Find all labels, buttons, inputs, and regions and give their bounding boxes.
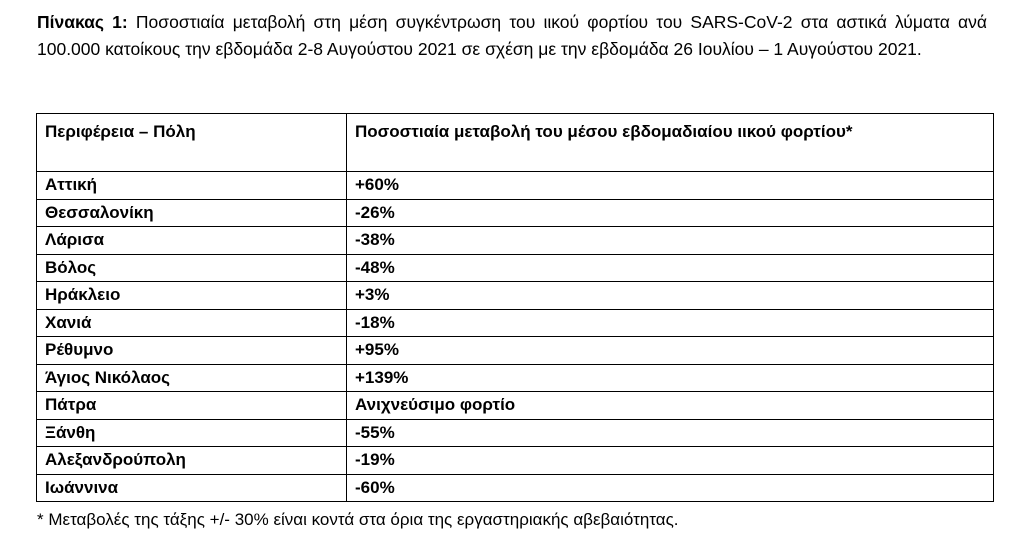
- cell-change: +60%: [347, 172, 994, 200]
- caption-label: Πίνακας 1:: [37, 12, 128, 32]
- cell-city: Αλεξανδρούπολη: [37, 447, 347, 475]
- cell-city: Ηράκλειο: [37, 282, 347, 310]
- table-row: [37, 419, 994, 447]
- table-row: [37, 172, 994, 200]
- cell-change: Ανιχνεύσιμο φορτίο: [347, 392, 994, 420]
- header-region-city: Περιφέρεια – Πόλη: [37, 114, 347, 172]
- caption-text: Ποσοστιαία μεταβολή στη μέση συγκέντρωση του ιικού φορτίου του SARS-CoV-2 στα αστικά λύματα ανά 100.000 κατοίκους την εβδομάδα 2-8 Αυγούστου 2021 σε σχέση με την εβδομάδα 26 Ιουλίου – 1 Αυγούστου 2021.: [37, 12, 987, 59]
- cell-city: Άγιος Νικόλαος: [37, 364, 347, 392]
- cell-change: -19%: [347, 447, 994, 475]
- cell-city: Ιωάννινα: [37, 474, 347, 502]
- cell-city: Λάρισα: [37, 227, 347, 255]
- table-row: [37, 254, 994, 282]
- cell-city: Βόλος: [37, 254, 347, 282]
- header-percent-change: Ποσοστιαία μεταβολή του μέσου εβδομαδιαίου ιικού φορτίου*: [347, 114, 994, 172]
- cell-city: Ρέθυμνο: [37, 337, 347, 365]
- table-header-row: [37, 114, 994, 172]
- cell-city: Θεσσαλονίκη: [37, 199, 347, 227]
- table-footnote: * Μεταβολές της τάξης +/- 30% είναι κοντά στα όρια της εργαστηριακής αβεβαιότητας.: [37, 510, 679, 529]
- table-row: [37, 364, 994, 392]
- cell-city: Ξάνθη: [37, 419, 347, 447]
- table-row: [37, 447, 994, 475]
- cell-change: -55%: [347, 419, 994, 447]
- cell-change: +3%: [347, 282, 994, 310]
- table-row: [37, 227, 994, 255]
- cell-change: -26%: [347, 199, 994, 227]
- cell-change: -38%: [347, 227, 994, 255]
- cell-change: +95%: [347, 337, 994, 365]
- cell-city: Πάτρα: [37, 392, 347, 420]
- cell-city: Αττική: [37, 172, 347, 200]
- cell-change: -48%: [347, 254, 994, 282]
- table-row: [37, 282, 994, 310]
- table-row: [37, 337, 994, 365]
- table-caption: [37, 9, 987, 62]
- table-row: [37, 199, 994, 227]
- cell-change: -60%: [347, 474, 994, 502]
- cell-city: Χανιά: [37, 309, 347, 337]
- table-row: [37, 474, 994, 502]
- cell-change: -18%: [347, 309, 994, 337]
- table-row: [37, 392, 994, 420]
- viral-load-table: [36, 113, 994, 502]
- table-row: [37, 309, 994, 337]
- cell-change: +139%: [347, 364, 994, 392]
